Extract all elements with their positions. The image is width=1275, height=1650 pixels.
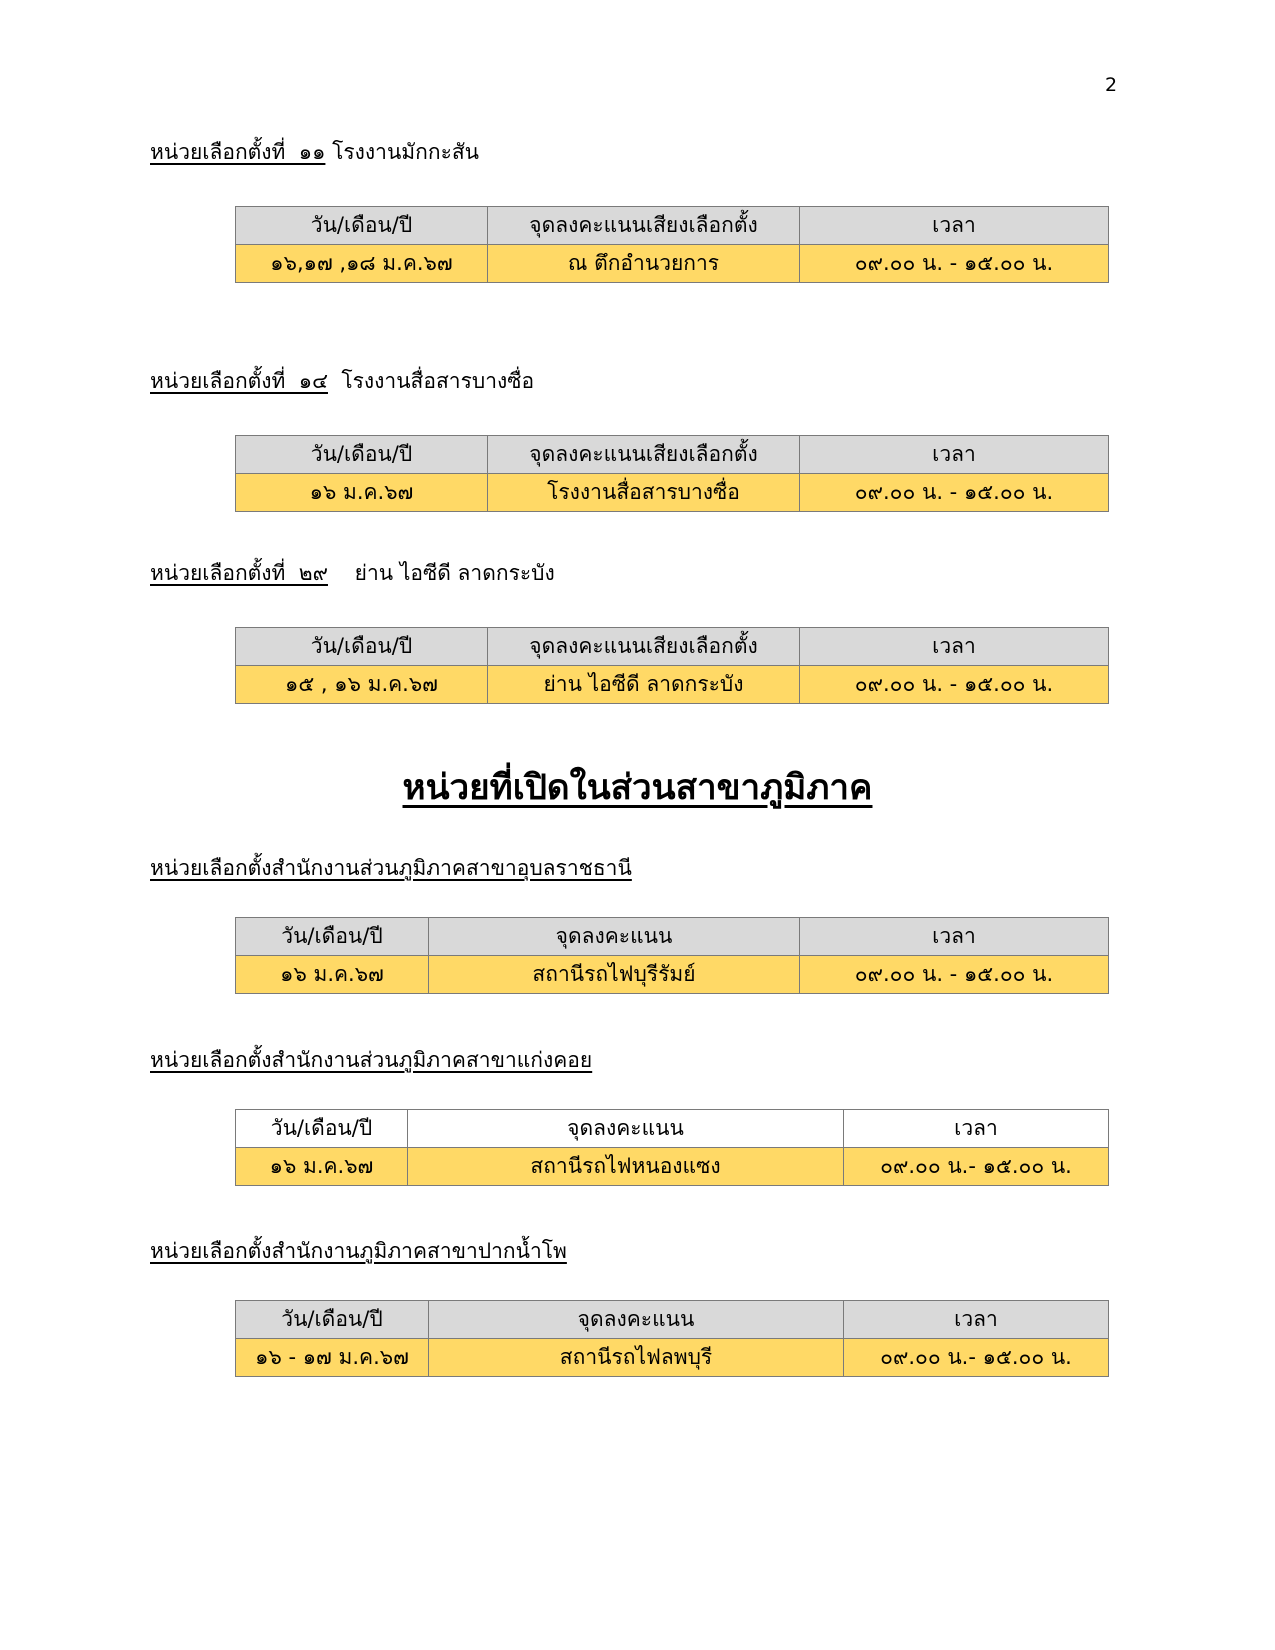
page-number: 2 xyxy=(1105,74,1118,96)
table-header-row xyxy=(236,918,1109,956)
section-heading: หน่วยเลือกตั้งที่ ๑๔ โรงงานสื่อสารบางซื่อ xyxy=(150,369,535,393)
table-row xyxy=(236,245,1109,283)
cell-location: สถานีรถไฟหนองแซง xyxy=(408,1148,844,1186)
cell-time: ๐๙.๐๐ น.- ๑๕.๐๐ น. xyxy=(844,1148,1109,1186)
schedule-table xyxy=(235,1300,1109,1377)
cell-time: ๐๙.๐๐ น. - ๑๕.๐๐ น. xyxy=(800,245,1109,283)
cell-time: ๐๙.๐๐ น. - ๑๕.๐๐ น. xyxy=(800,474,1109,512)
header-date: วัน/เดือน/ปี xyxy=(236,1301,429,1339)
header-date: วัน/เดือน/ปี xyxy=(236,628,488,666)
table-row xyxy=(236,666,1109,704)
table-header-row xyxy=(236,1110,1109,1148)
table-header-row xyxy=(236,1301,1109,1339)
header-time: เวลา xyxy=(800,207,1109,245)
header-date: วัน/เดือน/ปี xyxy=(236,1110,408,1148)
header-time: เวลา xyxy=(800,436,1109,474)
table-header-row xyxy=(236,207,1109,245)
cell-location: ย่าน ไอซีดี ลาดกระบัง xyxy=(488,666,800,704)
cell-date: ๑๖,๑๗ ,๑๘ ม.ค.๖๗ xyxy=(236,245,488,283)
table-row xyxy=(236,956,1109,994)
table-row xyxy=(236,474,1109,512)
section-heading: หน่วยเลือกตั้งสำนักงานภูมิภาคสาขาปากน้ำโพ xyxy=(150,1239,567,1263)
table-header-row xyxy=(236,628,1109,666)
header-date: วัน/เดือน/ปี xyxy=(236,918,429,956)
table-header-row xyxy=(236,436,1109,474)
section-heading: หน่วยเลือกตั้งสำนักงานส่วนภูมิภาคสาขาแก่งคอย xyxy=(150,1048,593,1072)
cell-date: ๑๖ ม.ค.๖๗ xyxy=(236,474,488,512)
section-heading: หน่วยเลือกตั้งสำนักงานส่วนภูมิภาคสาขาอุบลราชธานี xyxy=(150,856,632,880)
header-location: จุดลงคะแนนเสียงเลือกตั้ง xyxy=(488,207,800,245)
header-time: เวลา xyxy=(844,1301,1109,1339)
header-location: จุดลงคะแนน xyxy=(429,1301,844,1339)
cell-location: โรงงานสื่อสารบางซื่อ xyxy=(488,474,800,512)
header-time: เวลา xyxy=(844,1110,1109,1148)
cell-location: สถานีรถไฟลพบุรี xyxy=(429,1339,844,1377)
table-row xyxy=(236,1339,1109,1377)
section-heading: หน่วยเลือกตั้งที่ ๑๑ โรงงานมักกะสัน xyxy=(150,140,480,164)
section-heading: หน่วยเลือกตั้งที่ ๒๙ ย่าน ไอซีดี ลาดกระบัง xyxy=(150,561,555,585)
schedule-table xyxy=(235,435,1109,512)
header-time: เวลา xyxy=(800,628,1109,666)
cell-time: ๐๙.๐๐ น. - ๑๕.๐๐ น. xyxy=(800,956,1109,994)
header-location: จุดลงคะแนน xyxy=(408,1110,844,1148)
schedule-table xyxy=(235,917,1109,994)
header-location: จุดลงคะแนน xyxy=(429,918,800,956)
header-location: จุดลงคะแนนเสียงเลือกตั้ง xyxy=(488,628,800,666)
cell-date: ๑๖ - ๑๗ ม.ค.๖๗ xyxy=(236,1339,429,1377)
schedule-table xyxy=(235,627,1109,704)
table-row xyxy=(236,1148,1109,1186)
cell-location: ณ ตึกอำนวยการ xyxy=(488,245,800,283)
schedule-table xyxy=(235,206,1109,283)
header-date: วัน/เดือน/ปี xyxy=(236,436,488,474)
cell-location: สถานีรถไฟบุรีรัมย์ xyxy=(429,956,800,994)
cell-date: ๑๖ ม.ค.๖๗ xyxy=(236,1148,408,1186)
schedule-table xyxy=(235,1109,1109,1186)
cell-time: ๐๙.๐๐ น. - ๑๕.๐๐ น. xyxy=(800,666,1109,704)
header-date: วัน/เดือน/ปี xyxy=(236,207,488,245)
cell-time: ๐๙.๐๐ น.- ๑๕.๐๐ น. xyxy=(844,1339,1109,1377)
cell-date: ๑๕ , ๑๖ ม.ค.๖๗ xyxy=(236,666,488,704)
regional-title: หน่วยที่เปิดในส่วนสาขาภูมิภาค xyxy=(402,768,873,808)
cell-date: ๑๖ ม.ค.๖๗ xyxy=(236,956,429,994)
header-location: จุดลงคะแนนเสียงเลือกตั้ง xyxy=(488,436,800,474)
header-time: เวลา xyxy=(800,918,1109,956)
